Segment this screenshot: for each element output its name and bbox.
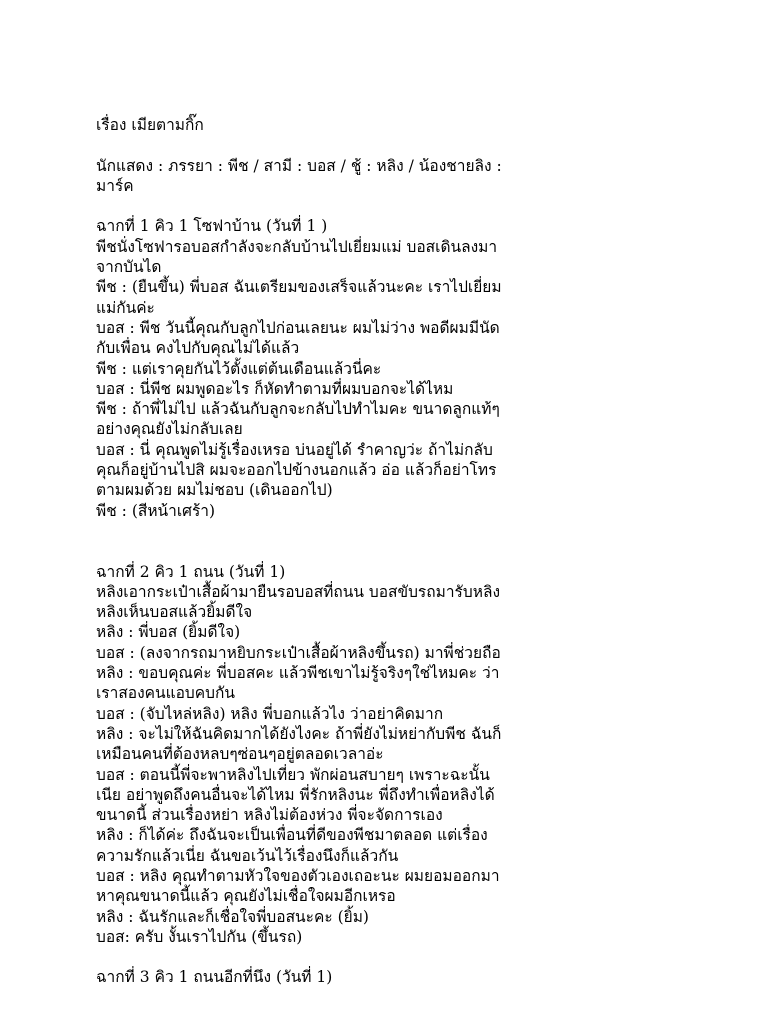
scene-2-line: เราสองคนแอบคบกัน [96, 684, 235, 703]
scene-1-line: พีช : ถ้าพี่ไม่ไป แล้วฉันกับลูกจะกลับไปทำไมคะ ขนาดลูกแท้ๆ [96, 400, 500, 419]
scene-1-line: บอส : นี่ คุณพูดไม่รู้เรื่องเหรอ บ่นอยู่ได้ รำคาญว่ะ ถ้าไม่กลับ [96, 440, 493, 459]
scene-2-line: บอส : ตอนนี้พี่จะพาหลิงไปเที่ยว พักผ่อนสบายๆ เพราะฉะนั้น [96, 765, 490, 784]
scene-1-line: ตามผมด้วย ผมไม่ชอบ (เดินออกไป) [96, 481, 333, 500]
scene-1-line: คุณก็อยู่บ้านไปสิ ผมจะออกไปข้างนอกแล้ว อ่อ แล้วก็อย่าโทร [96, 461, 497, 480]
scene-2-line: หาคุณขนาดนี้แล้ว คุณยังไม่เชื่อใจผมอีกเหรอ [96, 887, 396, 906]
scene-1-line: พีชนั่งโซฟารอบอสกำลังจะกลับบ้านไปเยี่ยมแม่ บอสเดินลงมา [96, 237, 498, 256]
scene-1-line: แม่กันค่ะ [96, 298, 155, 317]
scene-2-heading: ฉากที่ 2 คิว 1 ถนน (วันที่ 1) [96, 562, 286, 581]
scene-1-heading: ฉากที่ 1 คิว 1 โซฟาบ้าน (วันที่ 1 ) [96, 217, 328, 236]
scene-1-line: บอส : นี่พีช ผมพูดอะไร ก็หัดทำตามที่ผมบอกจะได้ไหม [96, 379, 454, 398]
scene-1-line: พีช : แต่เราคุยกันไว้ตั้งแต่ต้นเดือนแล้วนี่คะ [96, 359, 382, 378]
script-text [96, 115, 566, 988]
scene-2-line: บอส : (ลงจากรถมาหยิบกระเป๋าเสื้อผ้าหลิงขึ้นรถ) มาพี่ช่วยถือ [96, 643, 501, 662]
scene-2-line: หลิง : ฉันรักและก็เชื่อใจพี่บอสนะคะ (ยิ้ม) [96, 907, 369, 926]
scene-1-line: อย่างคุณยังไม่กลับเลย [96, 420, 243, 439]
scene-2-line: หลิง : จะไม่ให้ฉันคิดมากได้ยังไงคะ ถ้าพี่ยังไม่หย่ากับพีช ฉันก็ [96, 724, 502, 743]
scene-2-line: ขนาดนี้ ส่วนเรื่องหย่า หลิงไม่ต้องห่วง พี่จะจัดการเอง [96, 806, 443, 825]
scene-2-line: หลิงเอากระเป๋าเสื้อผ้ามายืนรอบอสที่ถนน บอสขับรถมารับหลิง [96, 582, 501, 601]
scene-1-line: จากบันได [96, 258, 162, 277]
scene-1-line: บอส : พีช วันนี้คุณกับลูกไปก่อนเลยนะ ผมไม่ว่าง พอดีผมมีนัด [96, 318, 500, 337]
blank-lines [96, 521, 566, 562]
blank-line [96, 196, 566, 216]
scene-1-line: กับเพื่อน คงไปกับคุณไม่ได้แล้ว [96, 339, 300, 358]
scene-1-line: พีช : (ยืนขึ้น) พี่บอส ฉันเตรียมของเสร็จแล้วนะคะ เราไปเยี่ยม [96, 278, 502, 297]
document-title: เรื่อง เมียตามกิ๊ก [96, 116, 204, 134]
scene-2-line: บอส : หลิง คุณทำตามหัวใจของตัวเองเถอะนะ ผมยอมออกมา [96, 866, 500, 885]
scene-2-line: หลิง : ขอบคุณค่ะ พี่บอสคะ แล้วพีชเขาไม่รู้จริงๆใช่ไหมคะ ว่า [96, 664, 500, 683]
scene-2-line: ความรักแล้วเนี่ย ฉันขอเว้นไว้เรื่องนึงก็แล้วกัน [96, 846, 399, 865]
scene-2-line: หลิงเห็นบอสแล้วยิ้มดีใจ [96, 603, 253, 622]
blank-line [96, 947, 566, 967]
scene-2-line: เหมือนคนที่ต้องหลบๆซ่อนๆอยู่ตลอดเวลาอ่ะ [96, 745, 384, 764]
scene-1-line: พีช : (สีหน้าเศร้า) [96, 501, 216, 520]
cast-line-1: นักแสดง : ภรรยา : พีช / สามี : บอส / ชู้ : หลิง / น้องชายลิง : [96, 156, 502, 175]
scene-2-line: หลิง : ก็ได้ค่ะ ถึงฉันจะเป็นเพื่อนที่ดีของพีชมาตลอด แต่เรื่อง [96, 826, 488, 845]
scene-2-line: เนีย อย่าพูดถึงคนอื่นจะได้ไหม พี่รักหลิงนะ พี่ถึงทำเพื่อหลิงได้ [96, 785, 495, 804]
cast-line-2: มาร์ค [96, 176, 134, 195]
scene-2-line: หลิง : พี่บอส (ยิ้มดีใจ) [96, 623, 241, 642]
blank-line [96, 135, 566, 155]
scene-2-line: บอส: ครับ งั้นเราไปกัน (ขึ้นรถ) [96, 927, 303, 946]
scene-2-line: บอส : (จับไหล่หลิง) หลิง พี่บอกแล้วไง ว่าอย่าคิดมาก [96, 704, 444, 723]
scene-3-heading: ฉากที่ 3 คิว 1 ถนนอีกที่นึง (วันที่ 1) [96, 968, 333, 987]
